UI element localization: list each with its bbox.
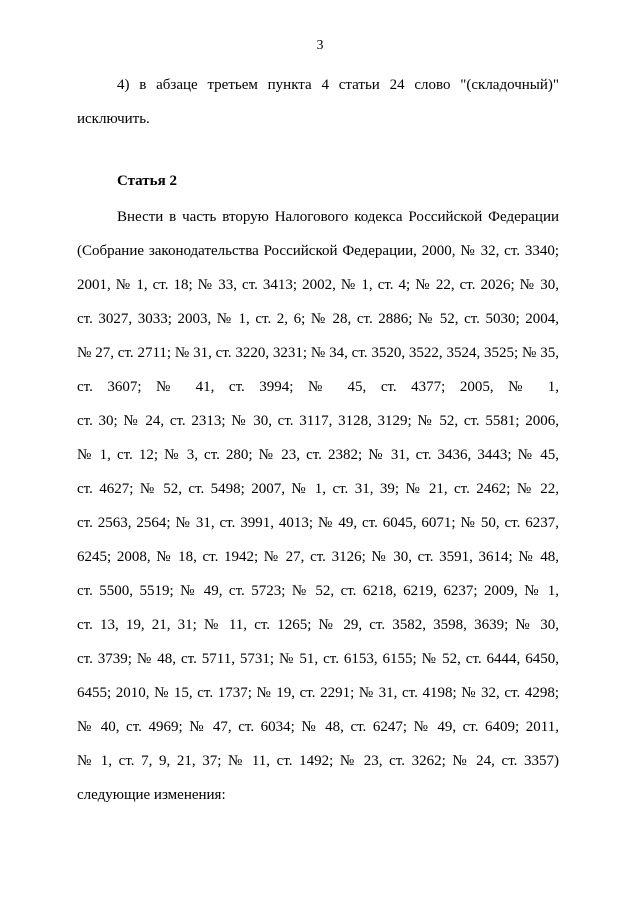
item4-line-1: 4) в абзаце третьем пункта 4 статьи 24 слово "(складочный)" [117,77,559,93]
body-line-15: 6455; 2010, № 15, ст. 1737; № 19, ст. 2291; № 31, ст. 4198; № 32, ст. 4298; [77,685,559,701]
body-line-2: (Собрание законодательства Российской Федерации, 2000, № 32, ст. 3340; [77,243,559,259]
body-line-5: № 27, ст. 2711; № 31, ст. 3220, 3231; № 34, ст. 3520, 3522, 3524, 3525; № 35, [77,345,559,361]
page-number: 3 [316,38,324,53]
body-line-17: № 1, ст. 7, 9, 21, 37; № 11, ст. 1492; № 23, ст. 3262; № 24, ст. 3357) [77,753,559,769]
body-line-14: ст. 3739; № 48, ст. 5711, 5731; № 51, ст. 6153, 6155; № 52, ст. 6444, 6450, [77,651,559,667]
body-line-10: ст. 2563, 2564; № 31, ст. 3991, 4013; № 49, ст. 6045, 6071; № 50, ст. 6237, [77,515,559,531]
body-line-1: Внести в часть вторую Налогового кодекса Российской Федерации [117,209,559,225]
body-line-11: 6245; 2008, № 18, ст. 1942; № 27, ст. 3126; № 30, ст. 3591, 3614; № 48, [77,549,559,565]
body-line-6: ст. 3607; № 41, ст. 3994; № 45, ст. 4377; 2005, № 1, [77,379,559,395]
body-line-12: ст. 5500, 5519; № 49, ст. 5723; № 52, ст. 6218, 6219, 6237; 2009, № 1, [77,583,559,599]
item4-line-2: исключить. [77,111,150,127]
body-line-4: ст. 3027, 3033; 2003, № 1, ст. 2, 6; № 28, ст. 2886; № 52, ст. 5030; 2004, [77,311,559,327]
body-line-3: 2001, № 1, ст. 18; № 33, ст. 3413; 2002, № 1, ст. 4; № 22, ст. 2026; № 30, [77,277,559,293]
body-line-7: ст. 30; № 24, ст. 2313; № 30, ст. 3117, 3128, 3129; № 52, ст. 5581; 2006, [77,413,559,429]
body-line-13: ст. 13, 19, 21, 31; № 11, ст. 1265; № 29, ст. 3582, 3598, 3639; № 30, [77,617,559,633]
body-line-9: ст. 4627; № 52, ст. 5498; 2007, № 1, ст. 31, 39; № 21, ст. 2462; № 22, [77,481,559,497]
article-heading: Статья 2 [117,173,177,189]
body-line-16: № 40, ст. 4969; № 47, ст. 6034; № 48, ст. 6247; № 49, ст. 6409; 2011, [77,719,559,735]
body-line-18: следующие изменения: [77,787,226,803]
body-line-8: № 1, ст. 12; № 3, ст. 280; № 23, ст. 2382; № 31, ст. 3436, 3443; № 45, [77,447,559,463]
